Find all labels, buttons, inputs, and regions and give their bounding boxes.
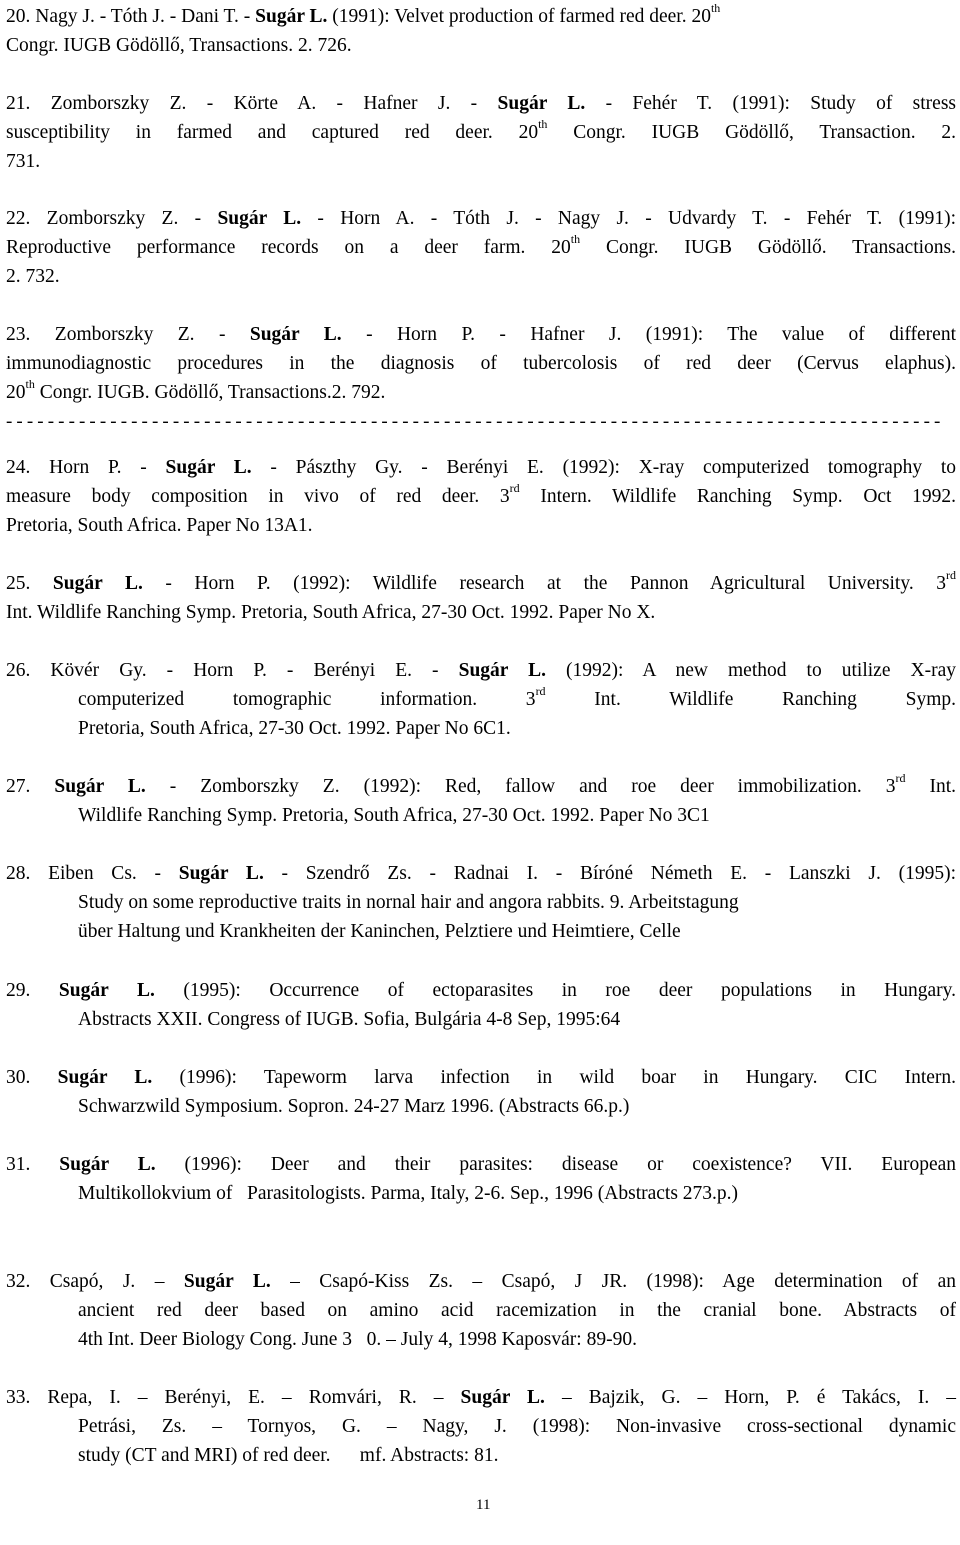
reference-entry bbox=[6, 1063, 956, 1121]
author-name-bold: Sugár L. bbox=[58, 980, 155, 1001]
reference-text: Congr. IUGB. Gödöllő, Transactions.2. 792. bbox=[34, 382, 386, 403]
reference-line bbox=[6, 888, 956, 917]
reference-text: - Pászthy Gy. - Berényi E. (1992): X-ray computerized tomography to bbox=[251, 457, 956, 478]
reference-text: – Bajzik, G. – Horn, P. é Takács, I. – bbox=[544, 1387, 957, 1408]
reference-text: - Horn P. - Hafner J. (1991): The value of different bbox=[341, 324, 956, 345]
reference-text: Congr. IUGB Gödöllő, Transactions. 2. 726. bbox=[6, 35, 352, 56]
reference-text: - Horn A. - Tóth J. - Nagy J. - Udvardy T. - Fehér T. (1991): bbox=[301, 208, 957, 229]
reference-line bbox=[6, 1412, 956, 1441]
reference-line bbox=[6, 233, 956, 262]
reference-text: Study on some reproductive traits in nornal hair and angora rabbits. 9. Arbeitstagung bbox=[78, 892, 739, 913]
reference-entry bbox=[6, 204, 956, 291]
reference-line bbox=[6, 31, 956, 60]
reference-line bbox=[6, 1267, 956, 1296]
reference-line bbox=[6, 1296, 956, 1325]
reference-text: über Haltung und Krankheiten der Kaninchen, Pelztiere und Heimtiere, Celle bbox=[78, 921, 681, 942]
author-name-bold: Sugár L. bbox=[59, 1154, 156, 1175]
reference-text: measure body composition in vivo of red deer. 3 bbox=[6, 486, 510, 507]
reference-line bbox=[6, 772, 956, 801]
reference-line bbox=[6, 320, 956, 349]
ordinal-superscript: rd bbox=[895, 770, 906, 785]
reference-text: Petrási, Zs. – Tornyos, G. – Nagy, J. (1998): Non-invasive cross-sectional dynamic bbox=[78, 1416, 956, 1437]
reference-line bbox=[6, 2, 956, 31]
reference-line bbox=[6, 1092, 956, 1121]
reference-line bbox=[6, 453, 956, 482]
reference-line bbox=[6, 1150, 956, 1179]
reference-text: - Szendrő Zs. - Radnai I. - Bíróné Németh E. - Lanszki J. (1995): bbox=[263, 863, 956, 884]
reference-text: Schwarzwild Symposium. Sopron. 24-27 Marz 1996. (Abstracts 66.p.) bbox=[78, 1096, 630, 1117]
reference-text: 33. Repa, I. – Berényi, E. – Romvári, R. – bbox=[6, 1387, 461, 1408]
reference-text: - Horn P. (1992): Wildlife research at the Pannon Agricultural University. 3 bbox=[142, 573, 947, 594]
ordinal-superscript: th bbox=[570, 231, 581, 246]
reference-entry bbox=[6, 2, 956, 60]
reference-entry bbox=[6, 569, 956, 627]
reference-text: Congr. IUGB Gödöllő. Transactions. bbox=[580, 237, 956, 258]
reference-text: 4th Int. Deer Biology Cong. June 3 0. – July 4, 1998 Kaposvár: 89-90. bbox=[78, 1329, 637, 1350]
reference-line bbox=[6, 714, 956, 743]
reference-line bbox=[6, 569, 956, 598]
ordinal-superscript: rd bbox=[535, 683, 546, 698]
reference-line bbox=[6, 1441, 956, 1470]
reference-line bbox=[6, 859, 956, 888]
reference-text: Abstracts XXII. Congress of IUGB. Sofia, Bulgária 4-8 Sep, 1995:64 bbox=[78, 1009, 621, 1030]
separator-dashes: ------------------------------------------------------------------------------------------ bbox=[6, 411, 945, 432]
author-name-bold: Sugár L. bbox=[497, 93, 586, 114]
reference-text: computerized tomographic information. 3 bbox=[78, 689, 536, 710]
reference-text: 31. bbox=[6, 1154, 60, 1175]
reference-text: study (CT and MRI) of red deer. mf. Abstracts: 81. bbox=[78, 1445, 499, 1466]
reference-line bbox=[6, 917, 956, 946]
reference-line bbox=[6, 1005, 956, 1034]
reference-text: 28. Eiben Cs. - bbox=[6, 863, 179, 884]
reference-text: 2. 732. bbox=[6, 266, 60, 287]
reference-line bbox=[6, 511, 956, 540]
reference-line bbox=[6, 1179, 956, 1208]
reference-entry bbox=[6, 1267, 956, 1354]
reference-entry bbox=[6, 1383, 956, 1470]
ordinal-superscript: rd bbox=[509, 480, 520, 495]
author-name-bold: Sugár L. bbox=[217, 208, 302, 229]
reference-line bbox=[6, 204, 956, 233]
reference-line bbox=[6, 118, 956, 147]
reference-text: immunodiagnostic procedures in the diagnosis of tubercolosis of red deer (Cervus elaphus). bbox=[6, 353, 956, 374]
author-name-bold: Sugár L. bbox=[183, 1271, 271, 1292]
ordinal-superscript: rd bbox=[946, 567, 957, 582]
reference-text: Int. bbox=[905, 776, 956, 797]
reference-text: Pretoria, South Africa, 27-30 Oct. 1992. Paper No 6C1. bbox=[78, 718, 511, 739]
reference-text: 24. Horn P. - bbox=[6, 457, 166, 478]
reference-text: (1995): Occurrence of ectoparasites in roe deer populations in Hungary. bbox=[154, 980, 957, 1001]
page-number: 11 bbox=[476, 1497, 491, 1513]
reference-text: 22. Zomborszky Z. - bbox=[6, 208, 218, 229]
reference-text: (1996): Tapeworm larva infection in wild boar in Hungary. CIC Intern. bbox=[152, 1067, 957, 1088]
reference-line bbox=[6, 685, 956, 714]
reference-line bbox=[6, 801, 956, 830]
author-name-bold: Sugár L. bbox=[178, 863, 264, 884]
reference-entry bbox=[6, 656, 956, 743]
reference-entry bbox=[6, 859, 956, 946]
reference-line bbox=[6, 1383, 956, 1412]
ordinal-superscript: th bbox=[710, 0, 721, 15]
author-name-bold: Sugár L. bbox=[52, 573, 143, 594]
reference-line bbox=[6, 1063, 956, 1092]
ordinal-superscript: th bbox=[538, 116, 548, 131]
reference-text: 20 bbox=[6, 382, 26, 403]
reference-text: susceptibility in farmed and captured red deer. 20 bbox=[6, 122, 539, 143]
reference-text: 29. bbox=[6, 980, 59, 1001]
reference-text: 731. bbox=[6, 151, 41, 172]
reference-text: (1992): A new method to utilize X-ray bbox=[546, 660, 956, 681]
author-name-bold: Sugár L. bbox=[255, 6, 328, 27]
reference-line bbox=[6, 976, 956, 1005]
reference-text: (1996): Deer and their parasites: disease or coexistence? VII. European bbox=[155, 1154, 957, 1175]
author-name-bold: Sugár L. bbox=[458, 660, 547, 681]
author-name-bold: Sugár L. bbox=[54, 776, 146, 797]
reference-line bbox=[6, 482, 956, 511]
reference-text: 21. Zomborszky Z. - Körte A. - Hafner J. - bbox=[6, 93, 498, 114]
reference-line bbox=[6, 378, 956, 407]
reference-text: 20. Nagy J. - Tóth J. - Dani T. - bbox=[6, 6, 256, 27]
reference-text: - Zomborszky Z. (1992): Red, fallow and roe deer immobilization. 3 bbox=[145, 776, 896, 797]
reference-line bbox=[6, 147, 956, 176]
reference-text: - Fehér T. (1991): Study of stress bbox=[585, 93, 957, 114]
ordinal-superscript: th bbox=[25, 376, 35, 391]
reference-text: ancient red deer based on amino acid racemization in the cranial bone. Abstracts of bbox=[78, 1300, 956, 1321]
reference-line bbox=[6, 262, 956, 291]
reference-text: Int. Wildlife Ranching Symp. bbox=[545, 689, 956, 710]
reference-line bbox=[6, 656, 956, 685]
reference-text: Pretoria, South Africa. Paper No 13A1. bbox=[6, 515, 313, 536]
author-name-bold: Sugár L. bbox=[249, 324, 342, 345]
reference-text: Intern. Wildlife Ranching Symp. Oct 1992. bbox=[519, 486, 956, 507]
reference-text: 32. Csapó, J. – bbox=[6, 1271, 184, 1292]
reference-text: 25. bbox=[6, 573, 53, 594]
reference-line bbox=[6, 598, 956, 627]
reference-entry bbox=[6, 976, 956, 1034]
reference-text: 26. Kövér Gy. - Horn P. - Berényi E. - bbox=[6, 660, 459, 681]
reference-text: 23. Zomborszky Z. - bbox=[6, 324, 250, 345]
reference-text: Int. Wildlife Ranching Symp. Pretoria, South Africa, 27-30 Oct. 1992. Paper No X. bbox=[6, 602, 656, 623]
reference-entry bbox=[6, 320, 956, 407]
author-name-bold: Sugár L. bbox=[165, 457, 252, 478]
reference-text: Wildlife Ranching Symp. Pretoria, South Africa, 27-30 Oct. 1992. Paper No 3C1 bbox=[78, 805, 710, 826]
author-name-bold: Sugár L. bbox=[57, 1067, 153, 1088]
reference-line bbox=[6, 349, 956, 378]
reference-text: Multikollokvium of Parasitologists. Parma, Italy, 2-6. Sep., 1996 (Abstracts 273.p.) bbox=[78, 1183, 739, 1204]
reference-text: Reproductive performance records on a deer farm. 20 bbox=[6, 237, 571, 258]
reference-entry bbox=[6, 453, 956, 540]
reference-text: (1991): Velvet production of farmed red deer. 20 bbox=[327, 6, 711, 27]
reference-text: 30. bbox=[6, 1067, 58, 1088]
reference-entry bbox=[6, 772, 956, 830]
reference-text: 27. bbox=[6, 776, 55, 797]
reference-entry bbox=[6, 1150, 956, 1208]
reference-text: Congr. IUGB Gödöllő, Transaction. 2. bbox=[547, 122, 956, 143]
author-name-bold: Sugár L. bbox=[460, 1387, 545, 1408]
reference-line bbox=[6, 89, 956, 118]
reference-text: – Csapó-Kiss Zs. – Csapó, J JR. (1998): Age determination of an bbox=[270, 1271, 956, 1292]
reference-line bbox=[6, 1325, 956, 1354]
reference-entry bbox=[6, 89, 956, 176]
